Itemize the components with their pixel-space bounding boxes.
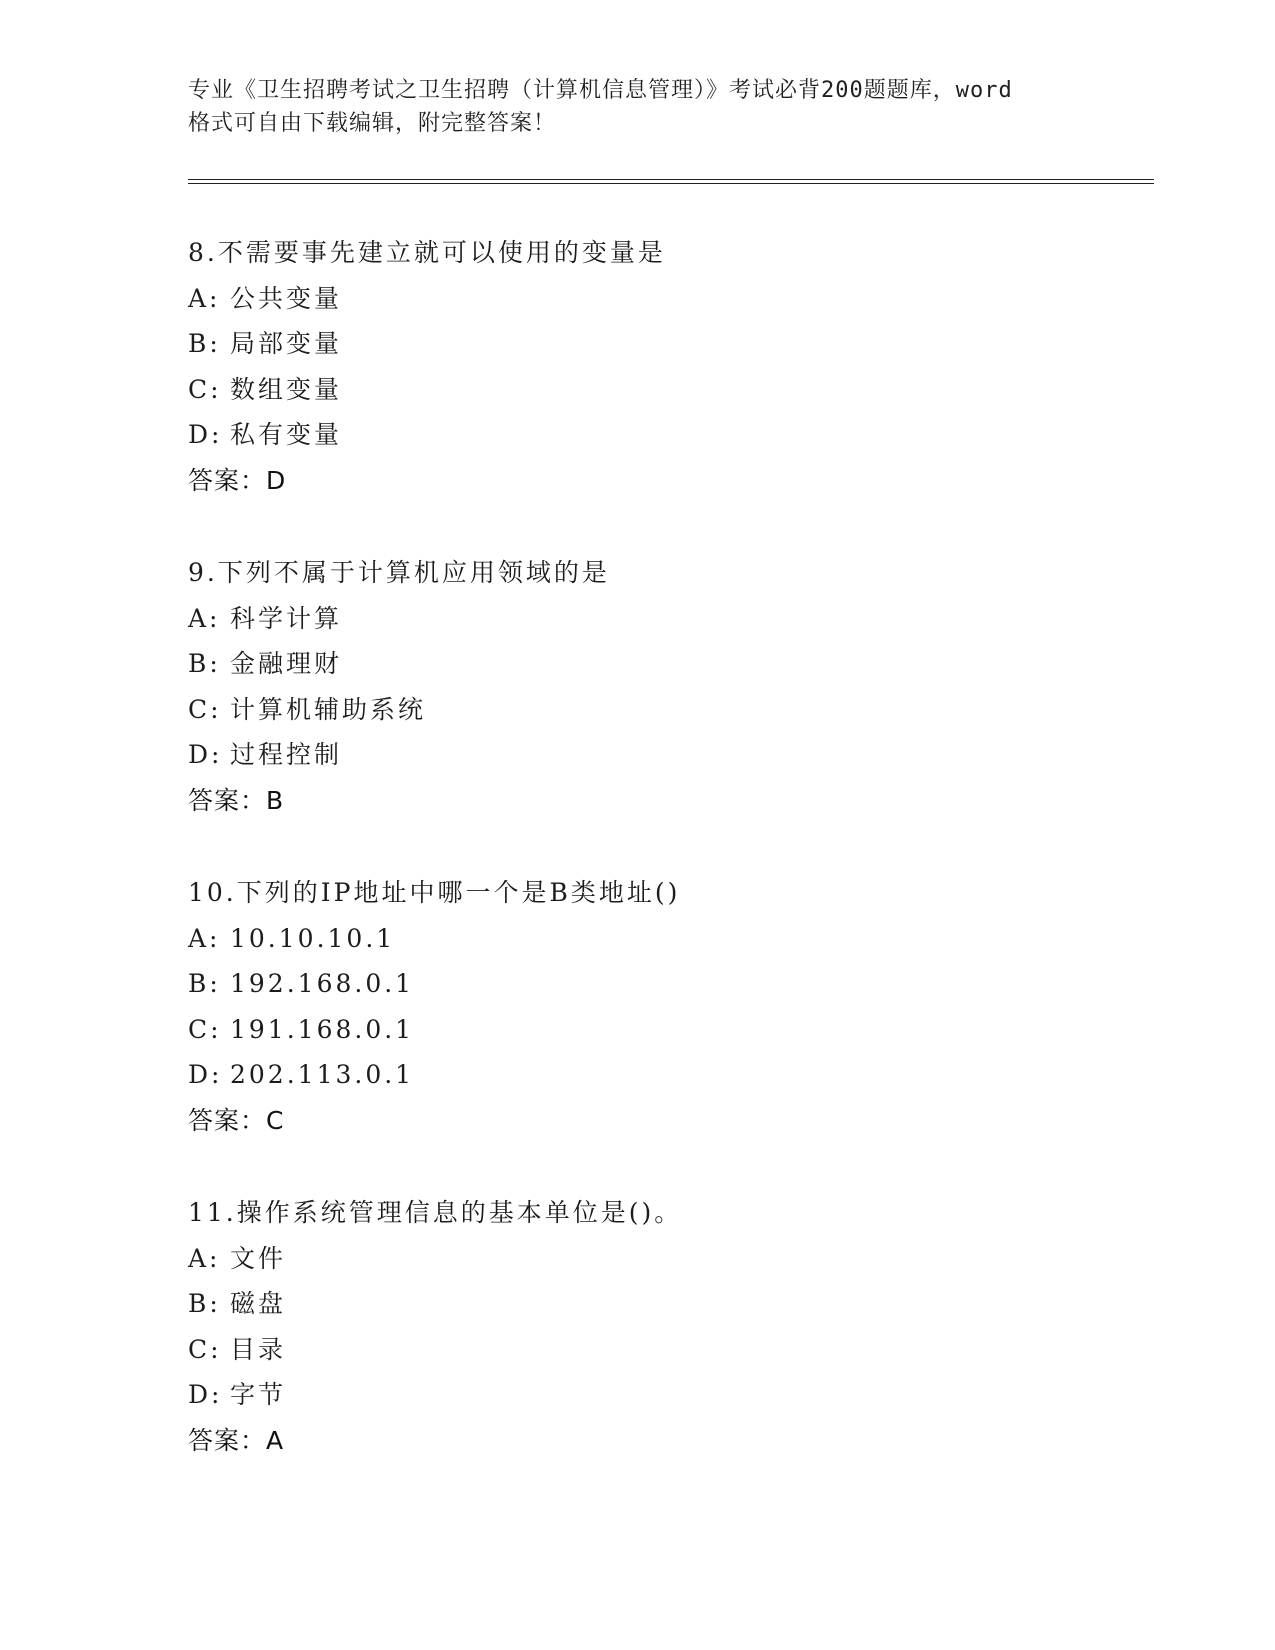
question-stem: 9.下列不属于计算机应用领域的是	[188, 558, 610, 587]
option-text: 计算机辅助系统	[230, 694, 427, 724]
answer-label: 答案：	[188, 1425, 267, 1455]
option-a	[188, 916, 1088, 962]
option-text: 字节	[230, 1380, 287, 1409]
option-text: 局部变量	[230, 329, 343, 358]
question-stem: 8.不需要事先建立就可以使用的变量是	[188, 238, 666, 267]
option-text: 磁盘	[230, 1289, 287, 1318]
answer-line	[188, 458, 1088, 504]
option-letter: B:	[188, 1289, 221, 1318]
option-d	[188, 412, 1088, 458]
option-text: 10.10.10.1	[230, 923, 396, 953]
option-d	[188, 732, 1088, 778]
option-b	[188, 641, 1088, 687]
header-line-2: 格式可自由下载编辑，附完整答案！	[188, 111, 557, 136]
option-a	[188, 276, 1088, 322]
answer-label: 答案：	[188, 1105, 267, 1135]
option-letter: C:	[188, 1334, 222, 1364]
answer-label: 答案：	[188, 785, 267, 815]
question-block	[188, 550, 1088, 823]
answer-value: B	[266, 785, 284, 815]
answer-value: C	[266, 1105, 284, 1135]
option-letter: A:	[188, 603, 221, 633]
header-divider-bottom	[188, 183, 1154, 184]
option-d	[188, 1052, 1088, 1098]
option-letter: D:	[188, 420, 223, 449]
option-text: 202.113.0.1	[230, 1060, 415, 1089]
question-block	[188, 230, 1088, 503]
option-text: 科学计算	[230, 603, 343, 633]
option-b	[188, 961, 1088, 1007]
option-c	[188, 1327, 1088, 1373]
answer-value: A	[266, 1425, 284, 1455]
document-header	[188, 74, 1088, 140]
option-letter: D:	[188, 740, 223, 769]
question-stem: 11.操作系统管理信息的基本单位是()。	[188, 1198, 683, 1227]
option-text: 数组变量	[230, 374, 343, 404]
option-c	[188, 687, 1088, 733]
option-letter: C:	[188, 694, 222, 724]
option-b	[188, 321, 1088, 367]
answer-line	[188, 778, 1088, 824]
option-c	[188, 1007, 1088, 1053]
option-letter: B:	[188, 649, 221, 678]
answer-line	[188, 1098, 1088, 1144]
option-letter: A:	[188, 283, 221, 313]
option-text: 公共变量	[230, 283, 343, 313]
option-letter: A:	[188, 923, 221, 953]
option-letter: D:	[188, 1060, 223, 1089]
option-text: 191.168.0.1	[230, 1014, 415, 1044]
answer-line	[188, 1418, 1088, 1464]
option-letter: C:	[188, 374, 222, 404]
header-divider-top	[188, 179, 1154, 180]
option-d	[188, 1372, 1088, 1418]
option-text: 私有变量	[230, 420, 343, 449]
question-stem: 10.下列的IP地址中哪一个是B类地址()	[188, 878, 681, 907]
option-c	[188, 367, 1088, 413]
answer-value: D	[266, 465, 286, 495]
option-text: 文件	[230, 1243, 287, 1273]
question-block	[188, 1190, 1088, 1463]
option-letter: A:	[188, 1243, 221, 1273]
header-line-1: 专业《卫生招聘考试之卫生招聘（计算机信息管理）》考试必背200题题库，word	[188, 78, 1013, 103]
answer-label: 答案：	[188, 465, 267, 495]
option-b	[188, 1281, 1088, 1327]
option-letter: D:	[188, 1380, 223, 1409]
option-text: 目录	[230, 1334, 287, 1364]
option-a	[188, 596, 1088, 642]
option-text: 过程控制	[230, 740, 343, 769]
option-letter: B:	[188, 329, 221, 358]
option-letter: B:	[188, 969, 221, 998]
option-letter: C:	[188, 1014, 222, 1044]
option-a	[188, 1236, 1088, 1282]
option-text: 192.168.0.1	[230, 969, 415, 998]
option-text: 金融理财	[230, 649, 343, 678]
question-block	[188, 870, 1088, 1143]
